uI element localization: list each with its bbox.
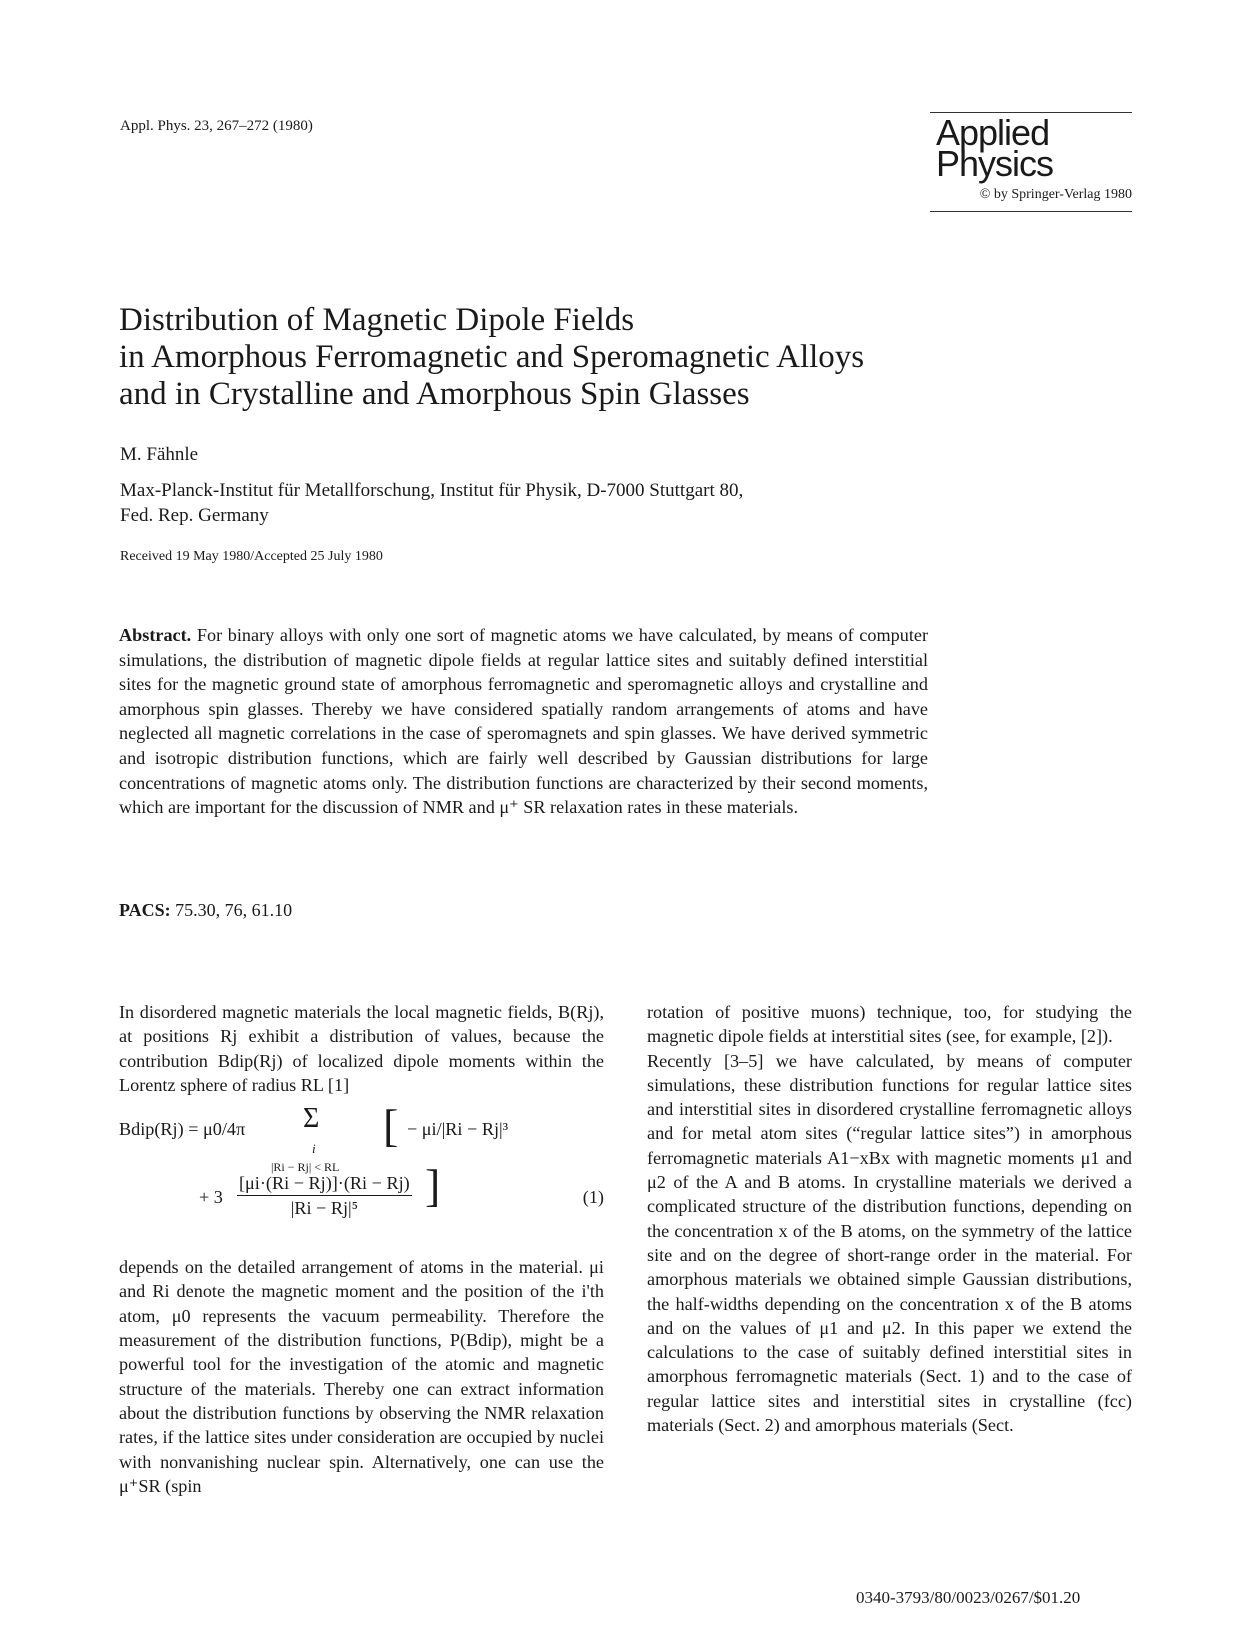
body-paragraph: depends on the detailed arrangement of atoms in the material. μi and Ri denote the magnetic moment and the position of the i'th atom, μ0 represents the vacuum permeability. Therefore the measurement of the distribution functions, P(Bdip), might be a powerful tool for the investigation of the atomic and magnetic structure of the materials. Thereby one can extract information about the distribution functions by observing the NMR relaxation rates, if the lattice sites under consideration are occupied by nuclei with nonvanishing nuclear spin. Alternatively, one can use the μ⁺SR (spin [119,1257,604,1496]
equation-lhs: Bdip(Rj) = μ0/4π [119,1119,246,1140]
abstract-label: Abstract. [119,625,192,645]
pacs-line [119,900,292,921]
body-paragraph: Recently [3–5] we have calculated, by means of computer simulations, these distribution functions for regular lattice sites and interstitial sites in disordered crystalline ferromagnetic alloys and for metal atom sites (“regular lattice sites”) in amorphous ferromagnetic materials A1−xBx with magnetic moments μ1 and μ2 of the A and B atoms. In crystalline materials we derived a complicated structure of the distribution functions, depending on the concentration x of the B atoms, on the symmetry of the lattice site and on the degree of short-range order in the material. For amorphous materials we obtained simple Gaussian distributions, the half-widths depending on the concentration x of the B atoms and on the values of μ1 and μ2. In this paper we extend the calculations to the case of suitably defined interstitial sites in amorphous ferromagnetic materials (Sect. 1) and to the case of regular lattice sites and interstitial sites in crystalline (fcc) materials (Sect. 2) and amorphous materials (Sect. [647,1050,1132,1436]
equation-fraction [237,1171,412,1221]
journal-logo-line1: Applied [936,112,1050,153]
copyright-notice: © by Springer-Verlag 1980 [979,187,1132,202]
equation-sum-condition: |Ri − Rj| < RL [271,1160,340,1175]
equation-right-bracket: ] [425,1160,441,1212]
received-dates: Received 19 May 1980/Accepted 25 July 1980 [120,549,383,564]
pacs-label: PACS: [119,900,171,920]
journal-logo [930,112,1132,184]
author-name: M. Fähnle [120,444,199,465]
journal-logo-block [930,112,1132,212]
title-line-3: and in Crystalline and Amorphous Spin Glasses [119,376,750,412]
affiliation-line-2: Fed. Rep. Germany [120,505,269,526]
journal-logo-line2: Physics [936,143,1054,184]
logo-bottom-rule [930,211,1132,212]
abstract [119,623,928,820]
equation-term-2-prefix: + 3 [199,1187,223,1208]
equation-term-1: − μi/|Ri − Rj|³ [407,1119,509,1140]
left-column [119,1000,604,1498]
abstract-text: For binary alloys with only one sort of magnetic atoms we have calculated, by means of computer simulations, the distribution of magnetic dipole fields at regular lattice sites and suitably defined interstitial sites for the magnetic ground state of amorphous ferromagnetic and speromagnetic alloys and crystalline and amorphous spin glasses. Thereby we have considered spatially random arrangements of atoms and have neglected all magnetic correlations in the case of speromagnets and spin glasses. We have derived symmetric and isotropic distribution functions, which are fairly well described by Gaussian distributions for large concentrations of magnetic atoms only. The distribution functions are characterized by their second moments, which are important for the discussion of NMR and μ⁺ SR relaxation rates in these materials. [119,625,928,818]
paper-title [119,302,979,413]
equation-sum-index: i [312,1141,316,1157]
body-paragraph: rotation of positive muons) technique, too, for studying the magnetic dipole fields at interstitial sites (see, for example, [2]). [647,1002,1132,1047]
equation-left-bracket: [ [383,1100,399,1152]
affiliation-line-1: Max-Planck-Institut für Metallforschung, Institut für Physik, D-7000 Stuttgart 80, [120,480,744,501]
equation-numerator: [μi·(Ri − Rj)]·(Ri − Rj) [237,1171,412,1196]
journal-citation: Appl. Phys. 23, 267–272 (1980) [120,118,313,134]
equation-denominator: |Ri − Rj|⁵ [290,1198,359,1219]
pacs-values: 75.30, 76, 61.10 [175,900,293,920]
title-line-2: in Amorphous Ferromagnetic and Speromagnetic Alloys [119,339,865,375]
body-paragraph: In disordered magnetic materials the local magnetic fields, B(Rj), at positions Rj exhibit a distribution of values, because the contribution Bdip(Rj) of localized dipole moments within the Lorentz sphere of radius RL [1] [119,1002,604,1095]
equation-number: (1) [582,1187,604,1208]
equation-1 [119,1100,604,1251]
article-code: 0340-3793/80/0023/0267/$01.20 [856,1588,1081,1607]
author-affiliation [120,478,900,528]
title-line-1: Distribution of Magnetic Dipole Fields [119,302,635,338]
right-column [647,1000,1132,1437]
equation-sum-symbol: Σ [303,1103,320,1135]
